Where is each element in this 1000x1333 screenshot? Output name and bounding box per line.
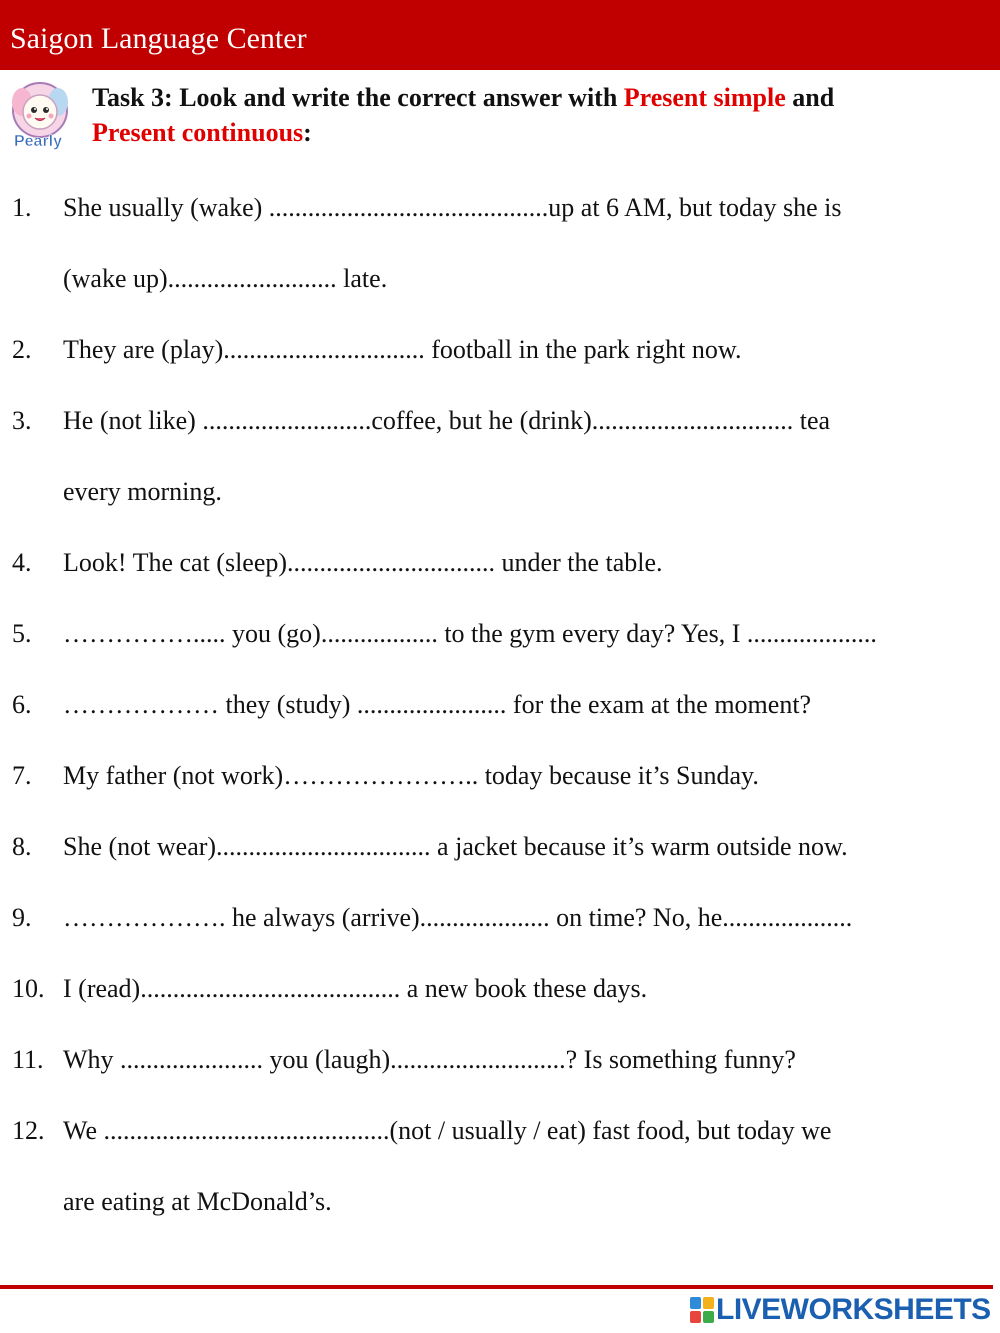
exercise-text: She usually (wake) ...........................................up at 6 AM, but today she is <box>63 193 842 222</box>
exercise-text: (wake up).......................... late. <box>63 264 388 293</box>
exercise-number: 12. <box>12 1116 45 1145</box>
exercise-number: 10. <box>12 974 45 1003</box>
exercise-item <box>0 1113 990 1255</box>
task-title <box>92 80 992 150</box>
exercise-text: ……………..... you (go).................. to the gym every day? Yes, I .................... <box>63 619 877 648</box>
exercise-number: 8. <box>12 832 32 861</box>
exercise-number: 6. <box>12 690 32 719</box>
exercise-list <box>0 190 990 1255</box>
exercise-item <box>0 1042 990 1113</box>
exercise-item <box>0 190 990 332</box>
exercise-text: They are (play)............................... football in the park right now. <box>63 335 742 364</box>
task-prefix: Task 3: Look and write the correct answer with <box>92 83 624 112</box>
exercise-number: 9. <box>12 903 32 932</box>
exercise-item <box>0 758 990 829</box>
exercise-text: We ............................................(not / usually / eat) fast food, but today we <box>63 1116 832 1145</box>
exercise-item <box>0 545 990 616</box>
exercise-number: 4. <box>12 548 32 577</box>
exercise-text: ……………… they (study) ....................... for the exam at the moment? <box>63 690 812 719</box>
header-title: Saigon Language Center <box>10 22 307 55</box>
exercise-item <box>0 332 990 403</box>
pearly-logo <box>2 80 80 152</box>
exercise-item <box>0 616 990 687</box>
exercise-text: I (read)........................................ a new book these days. <box>63 974 648 1003</box>
exercise-text: are eating at McDonald’s. <box>63 1187 332 1216</box>
exercise-item <box>0 687 990 758</box>
exercise-number: 3. <box>12 406 32 435</box>
exercise-number: 1. <box>12 193 32 222</box>
exercise-text: ………………. he always (arrive).................... on time? No, he.................... <box>63 903 853 932</box>
exercise-text: every morning. <box>63 477 222 506</box>
exercise-item <box>0 900 990 971</box>
task-middle: and <box>785 83 835 112</box>
task-suffix: : <box>303 118 312 147</box>
exercise-number: 11. <box>12 1045 44 1074</box>
footer-divider <box>0 1285 993 1289</box>
exercise-text: Why ...................... you (laugh)...........................? Is something funny? <box>63 1045 796 1074</box>
header-bar <box>0 0 1000 70</box>
exercise-item <box>0 403 990 545</box>
exercise-text: Look! The cat (sleep)................................ under the table. <box>63 548 663 577</box>
exercise-text: My father (not work)………………….. today because it’s Sunday. <box>63 761 759 790</box>
exercise-item <box>0 971 990 1042</box>
liveworksheets-brand: LIVEWORKSHEETS <box>716 1293 991 1326</box>
exercise-item <box>0 829 990 900</box>
exercise-text: He (not like) ..........................coffee, but he (drink)............................... tea <box>63 406 831 435</box>
liveworksheets-badge-icon <box>690 1297 714 1323</box>
task-highlight-present-continuous: Present continuous <box>92 118 304 147</box>
exercise-number: 5. <box>12 619 32 648</box>
exercise-text: She (not wear)................................. a jacket because it’s warm outside now. <box>63 832 848 861</box>
exercise-number: 2. <box>12 335 32 364</box>
exercise-number: 7. <box>12 761 32 790</box>
logo-text: Pearly <box>13 133 63 150</box>
task-highlight-present-simple: Present simple <box>623 83 786 112</box>
